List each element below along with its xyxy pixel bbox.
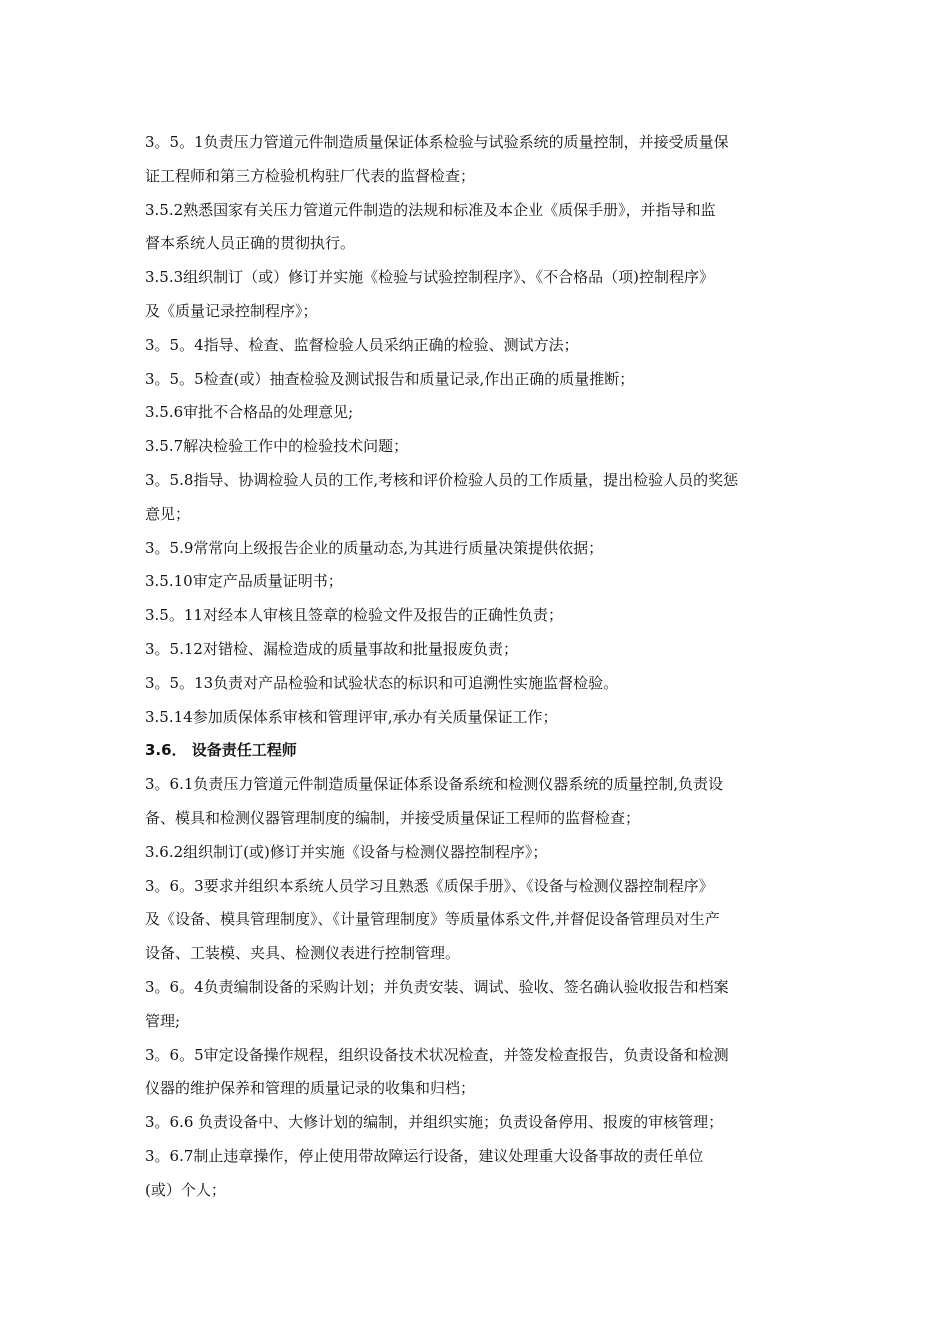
text-line: 3.5.14参加质保体系审核和管理评审,承办有关质量保证工作； — [145, 707, 558, 726]
text-line: 3.5.6审批不合格品的处理意见; — [145, 403, 354, 422]
text-line: 3。5.9常常向上级报告企业的质量动态,为其进行质量决策提供依据； — [145, 538, 604, 557]
text-line: 备、模具和检测仪器管理制度的编制，并接受质量保证工程师的监督检查； — [145, 808, 641, 827]
section-heading: 3.6． 设备责任工程师 — [145, 741, 297, 760]
text-line: 3.6.2组织制订(或)修订并实施《设备与检测仪器控制程序》； — [145, 842, 548, 861]
text-line: 3。5。5检查(或）抽查检验及测试报告和质量记录,作出正确的质量推断； — [145, 369, 635, 388]
text-line: 及《设备、模具管理制度》、《计量管理制度》等质量体系文件,并督促设备管理员对生产 — [145, 910, 720, 929]
text-line: 3。6.1负责压力管道元件制造质量保证体系设备系统和检测仪器系统的质量控制,负责设 — [145, 775, 724, 794]
text-line: 证工程师和第三方检验机构驻厂代表的监督检查； — [145, 166, 476, 185]
text-line: 仪器的维护保养和管理的质量记录的收集和归档； — [145, 1079, 476, 1098]
text-line: 3.5.7解决检验工作中的检验技术问题； — [145, 437, 409, 456]
text-line: 3。5.8指导、协调检验人员的工作,考核和评价检验人员的工作质量，提出检验人员的奖惩 — [145, 470, 739, 489]
text-line: 3。5。13负责对产品检验和试验状态的标识和可追溯性实施监督检验。 — [145, 673, 619, 692]
text-line: 设备、工装模、夹具、检测仪表进行控制管理。 — [145, 944, 461, 963]
text-line: 3。6。5审定设备操作规程，组织设备技术状况检查，并签发检查报告，负责设备和检测 — [145, 1045, 729, 1064]
text-line: 3。5.12对错检、漏检造成的质量事故和批量报废负责； — [145, 639, 518, 658]
text-line: 3。6。4负责编制设备的采购计划；并负责安装、调试、验收、签名确认验收报告和档案 — [145, 977, 729, 996]
text-line: 3.5.10审定产品质量证明书； — [145, 572, 343, 591]
text-line: 3。6。3要求并组织本系统人员学习且熟悉《质保手册》、《设备与检测仪器控制程序》 — [145, 876, 714, 895]
text-line: 3.5.2熟悉国家有关压力管道元件制造的法规和标准及本企业《质保手册》，并指导和监 — [145, 200, 716, 219]
text-line: (或）个人； — [145, 1180, 226, 1199]
text-line: 3。5。4指导、检查、监督检验人员采纳正确的检验、测试方法； — [145, 335, 579, 354]
text-line: 3。6.6 负责设备中、大修计划的编制，并组织实施；负责设备停用、报废的审核管理； — [145, 1113, 724, 1132]
text-line: 3。5。1负责压力管道元件制造质量保证体系检验与试验系统的质量控制，并接受质量保 — [145, 133, 729, 151]
document-body — [145, 126, 810, 1208]
text-line: 意见； — [145, 504, 191, 523]
text-line: 3。6.7制止违章操作，停止使用带故障运行设备，建议处理重大设备事故的责任单位 — [145, 1146, 704, 1165]
text-line: 3.5.3组织制订（或）修订并实施《检验与试验控制程序》、《不合格品（项)控制程序》 — [145, 268, 715, 287]
text-line: 管理; — [145, 1011, 181, 1030]
text-line: 督本系统人员正确的贯彻执行。 — [145, 234, 356, 253]
text-line: 3.5。11对经本人审核且签章的检验文件及报告的正确性负责； — [145, 606, 563, 625]
text-line: 及《质量记录控制程序》； — [145, 301, 318, 320]
